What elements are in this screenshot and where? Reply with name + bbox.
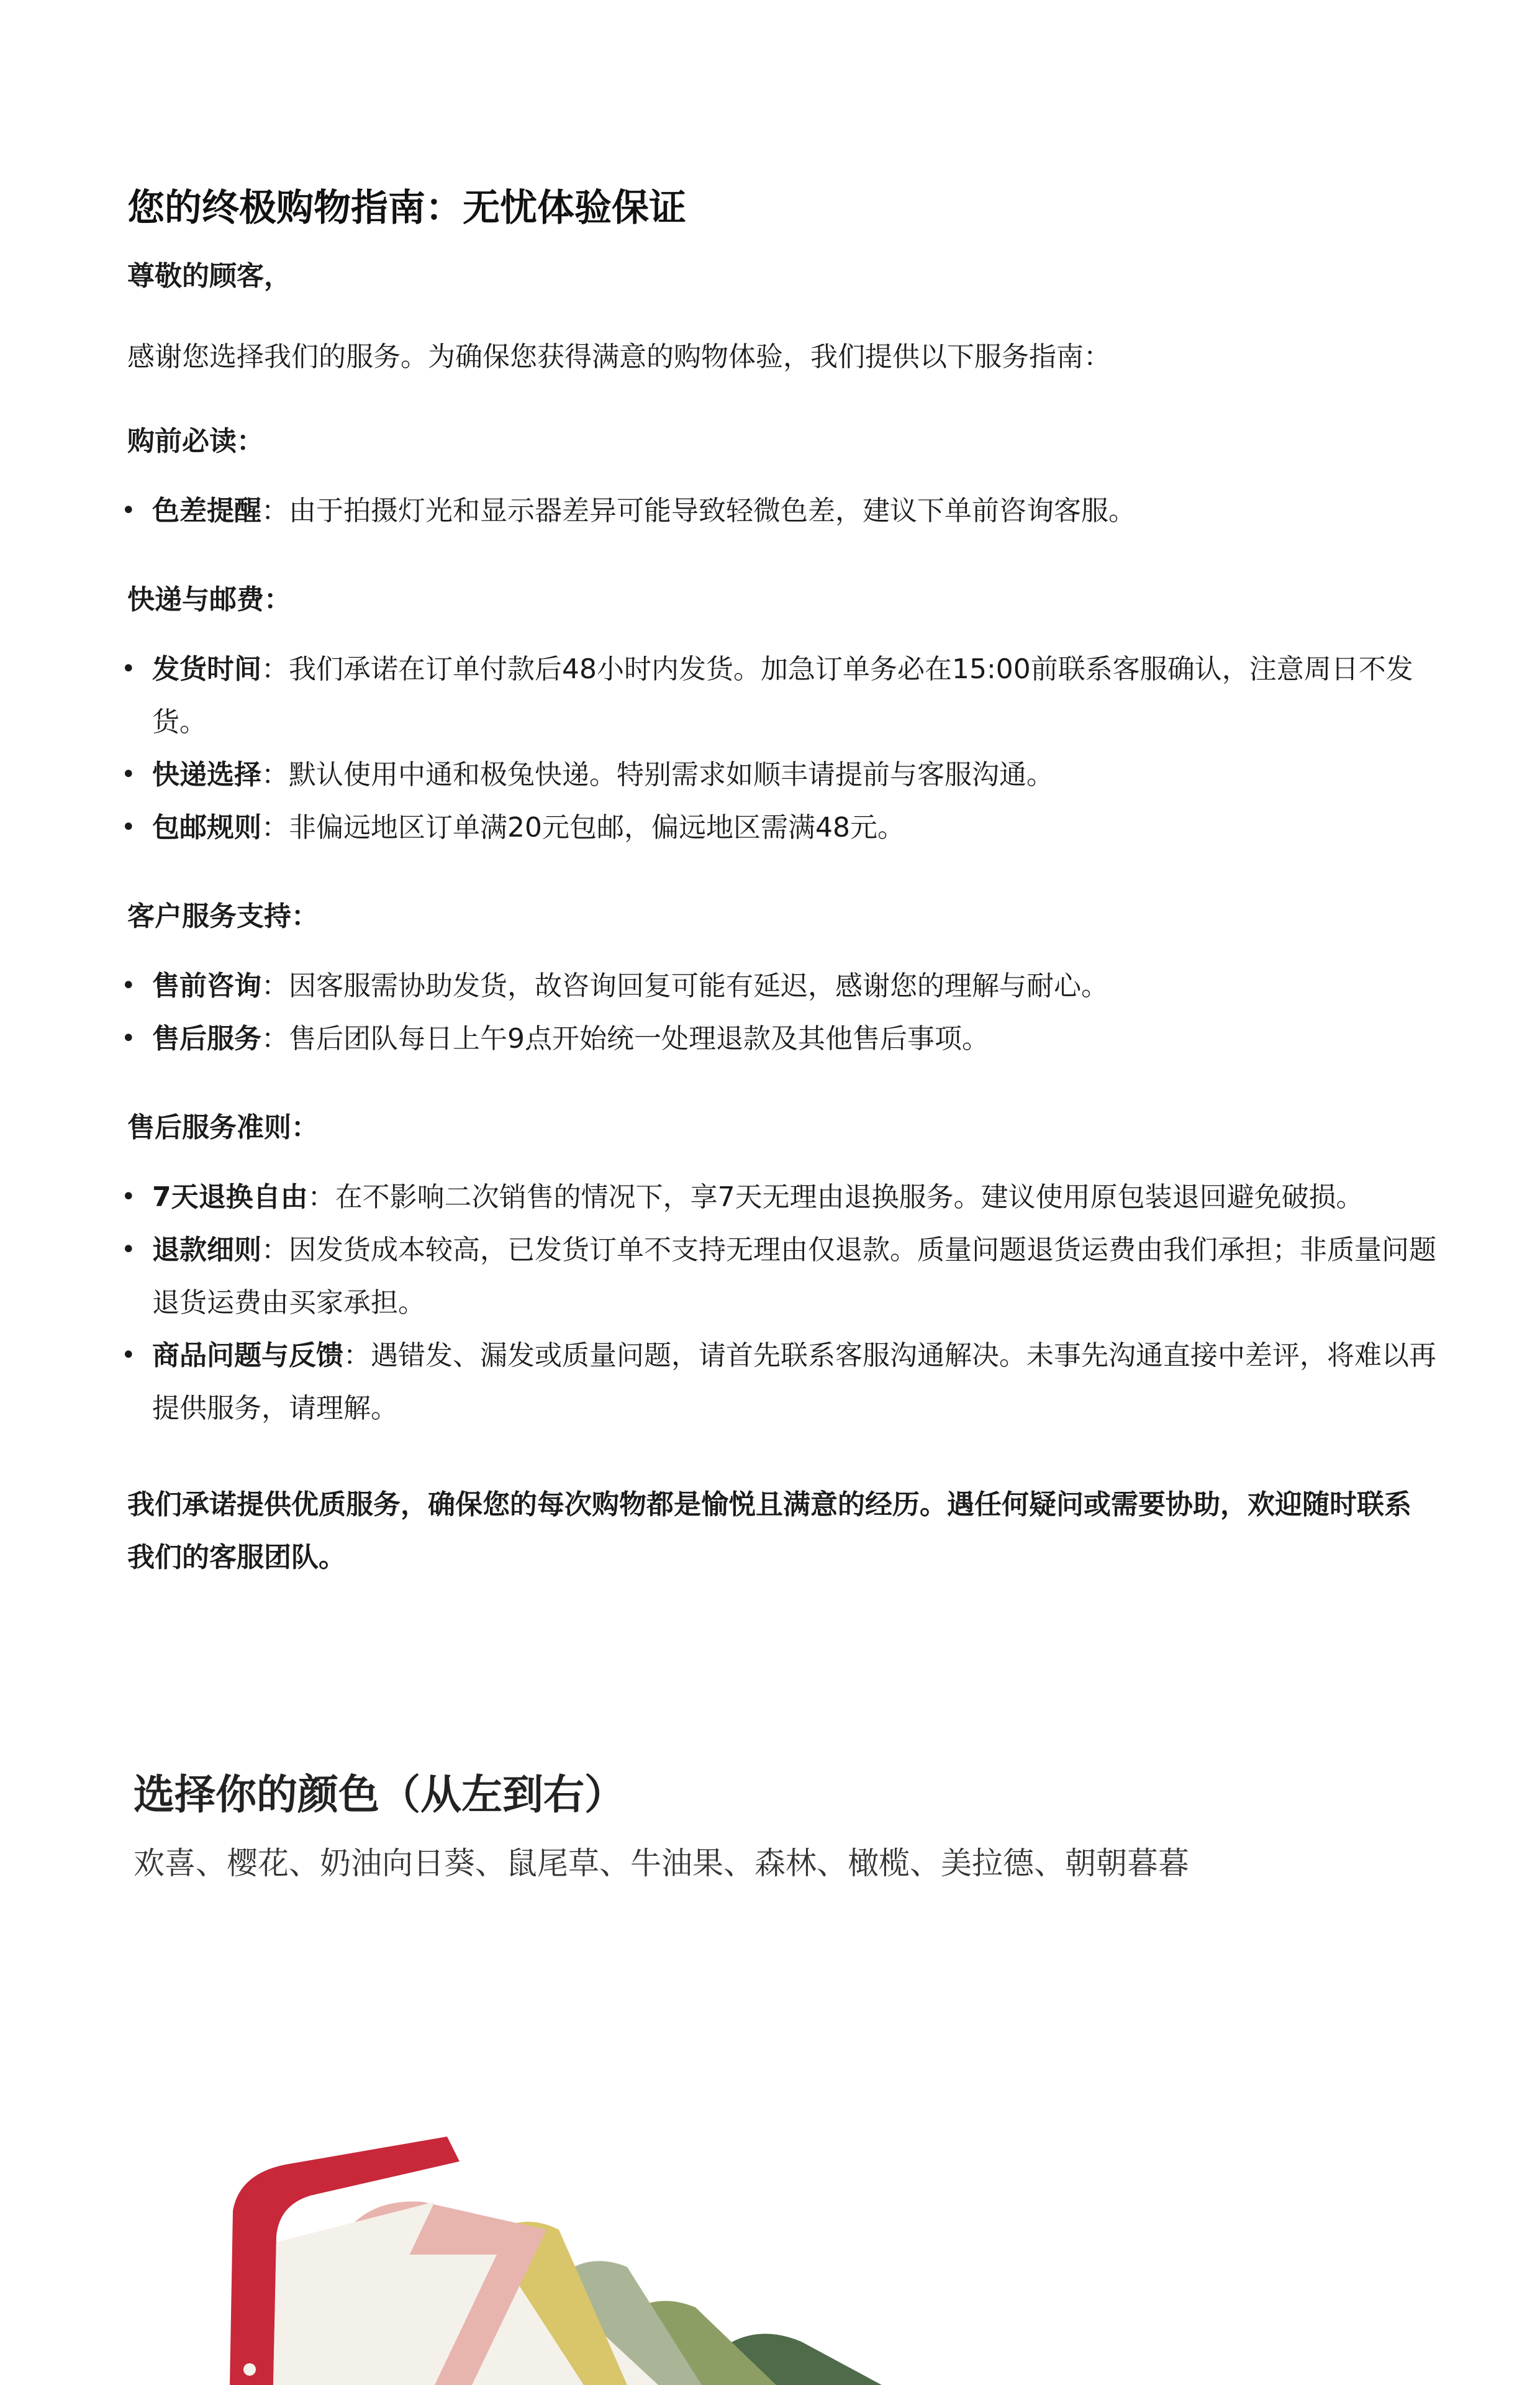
- bullet-icon: •: [121, 1341, 136, 1370]
- item-label: 售前咨询: [152, 970, 261, 1002]
- section-heading: 客户服务支持：: [127, 901, 319, 932]
- item-text: ：因发货成本较高，已发货订单不支持无理由仅退款。质量问题退货运费由我们承担；非质量问题退货运费由买家承担。: [152, 1234, 1436, 1319]
- color-selection: [134, 1764, 1438, 1888]
- section-items: [121, 484, 1438, 537]
- closing-statement: 我们承诺提供优质服务，确保您的每次购物都是愉悦且满意的经历。遇任何疑问或需要协助，欢迎随时联系我们的客服团队。: [127, 1489, 1411, 1573]
- binder-product-image: [0, 2137, 1540, 2385]
- bullet-icon: •: [121, 1235, 136, 1264]
- item-label: 退款细则: [152, 1234, 261, 1266]
- bullet-icon: •: [121, 1024, 136, 1053]
- bullet-icon: •: [121, 655, 136, 683]
- section-after-sales: [121, 1106, 1438, 1435]
- shopping-guide: [121, 180, 1438, 1584]
- section-heading: 购前必读：: [127, 425, 264, 457]
- item-label: 售后服务: [152, 1023, 261, 1055]
- colors-list: 欢喜、樱花、奶油向日葵、鼠尾草、牛油果、森林、橄榄、美拉德、朝朝暮暮: [134, 1845, 1189, 1881]
- list-item: [121, 1329, 1438, 1435]
- bullet-icon: •: [121, 813, 136, 842]
- list-item: [121, 484, 1438, 537]
- item-text: ：售后团队每日上午9点开始统一处理退款及其他售后事项。: [261, 1023, 989, 1055]
- greeting: 尊敬的顾客，: [127, 260, 291, 292]
- item-label: 发货时间: [152, 653, 261, 685]
- colors-title: 选择你的颜色（从左到右）: [134, 1771, 625, 1819]
- section-items: [121, 1171, 1438, 1435]
- bullet-icon: •: [121, 760, 136, 789]
- section-customer-support: [121, 895, 1438, 1065]
- section-items: [121, 643, 1438, 854]
- list-item: [121, 1224, 1438, 1329]
- bullet-icon: •: [121, 496, 136, 525]
- bullet-icon: •: [121, 971, 136, 1000]
- list-item: [121, 960, 1438, 1012]
- list-item: [121, 1012, 1438, 1065]
- item-text: ：默认使用中通和极兔快递。特别需求如顺丰请提前与客服沟通。: [261, 759, 1054, 791]
- list-item: [121, 801, 1438, 854]
- binder-red-snap: [243, 2363, 256, 2376]
- section-pre-purchase: [121, 420, 1438, 537]
- list-item: [121, 748, 1438, 801]
- bullet-icon: •: [121, 1183, 136, 1211]
- item-text: ：在不影响二次销售的情况下，享7天无理由退换服务。建议使用原包装退回避免破损。: [307, 1181, 1364, 1213]
- item-label: 商品问题与反馈: [152, 1340, 343, 1371]
- item-text: ：由于拍摄灯光和显示器差异可能导致轻微色差，建议下单前咨询客服。: [261, 495, 1136, 527]
- section-heading: 售后服务准则：: [127, 1112, 319, 1143]
- item-text: ：非偏远地区订单满20元包邮，偏远地区需满48元。: [261, 812, 905, 843]
- section-heading: 快递与邮费：: [127, 584, 291, 616]
- guide-title: 您的终极购物指南：无忧体验保证: [127, 186, 686, 230]
- section-items: [121, 960, 1438, 1065]
- list-item: [121, 643, 1438, 748]
- intro-text: 感谢您选择我们的服务。为确保您获得满意的购物体验，我们提供以下服务指南：: [127, 341, 1111, 373]
- item-label: 色差提醒: [152, 495, 261, 527]
- item-label: 7天退换自由: [152, 1181, 308, 1213]
- item-label: 快递选择: [152, 759, 261, 791]
- item-text: ：遇错发、漏发或质量问题，请首先联系客服沟通解决。未事先沟通直接中差评，将难以再提供服务，请理解。: [152, 1340, 1436, 1424]
- item-label: 包邮规则: [152, 812, 261, 843]
- item-text: ：因客服需协助发货，故咨询回复可能有延迟，感谢您的理解与耐心。: [261, 970, 1108, 1002]
- list-item: [121, 1171, 1438, 1224]
- section-shipping: [121, 578, 1438, 854]
- item-text: ：我们承诺在订单付款后48小时内发货。加急订单务必在15:00前联系客服确认，注意周日不发货。: [152, 653, 1413, 738]
